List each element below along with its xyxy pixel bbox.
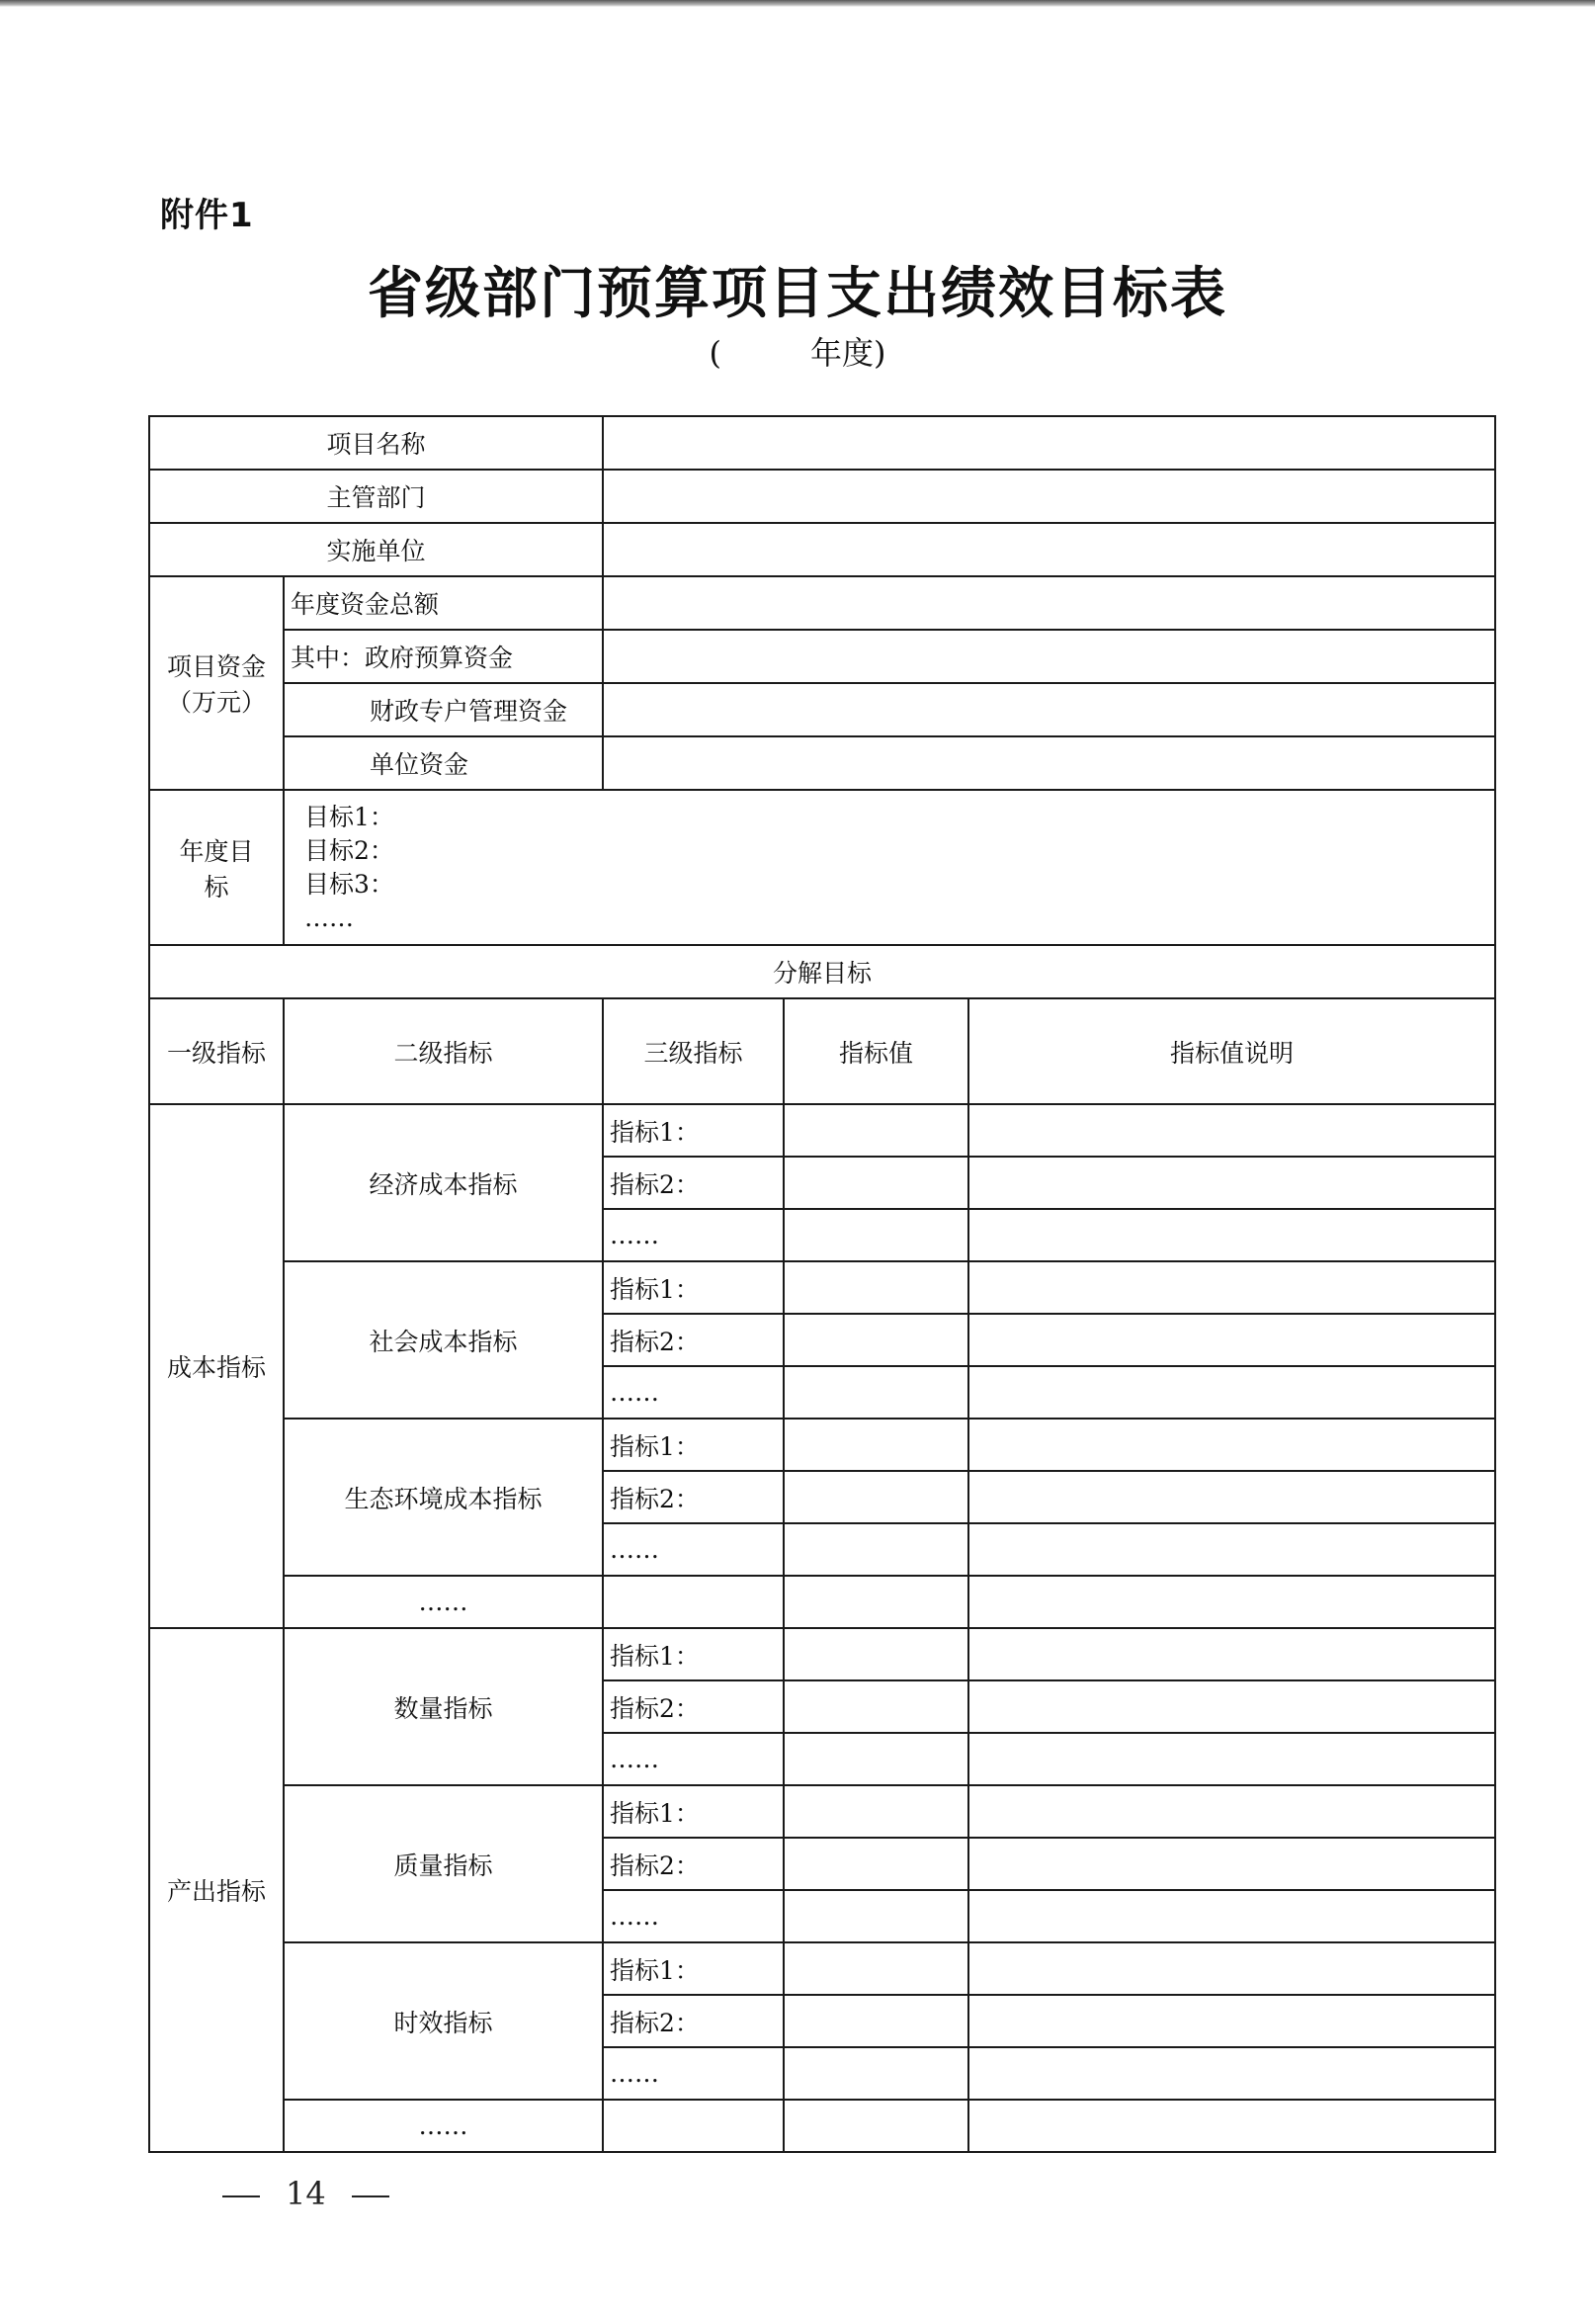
value-cell[interactable]: [784, 1838, 968, 1890]
table-row: [149, 1576, 1495, 1628]
value-desc-cell[interactable]: [968, 1576, 1495, 1628]
table-row: [149, 1628, 1495, 1680]
funds-unit-field[interactable]: [603, 736, 1495, 790]
value-cell[interactable]: [784, 1419, 968, 1471]
level3-cell: 指标2：: [603, 1314, 784, 1366]
value-cell[interactable]: [784, 1628, 968, 1680]
value-desc-cell[interactable]: [968, 1733, 1495, 1785]
level2-more: ……: [284, 2100, 603, 2152]
value-cell[interactable]: [784, 1523, 968, 1576]
value-desc-cell[interactable]: [968, 1942, 1495, 1995]
level3-cell: ……: [603, 1209, 784, 1261]
value-desc-cell[interactable]: [968, 2100, 1495, 2152]
row-annual-goals: [149, 790, 1495, 945]
level1-cost: 成本指标: [149, 1104, 284, 1628]
goal-2: 目标2：: [304, 835, 394, 865]
value-cell[interactable]: [784, 1366, 968, 1419]
row-dept: [149, 470, 1495, 523]
value-cell[interactable]: [784, 1995, 968, 2047]
value-cell[interactable]: [784, 2047, 968, 2100]
value-desc-cell[interactable]: [968, 1890, 1495, 1942]
annual-goals-field[interactable]: [284, 790, 1495, 945]
table-row: [149, 1419, 1495, 1471]
funds-gov-label: 其中：政府预算资金: [284, 630, 603, 683]
value-cell[interactable]: [784, 1104, 968, 1157]
value-cell[interactable]: [784, 1261, 968, 1314]
footer-dash-right: [352, 2195, 389, 2197]
value-desc-cell[interactable]: [968, 1680, 1495, 1733]
level2-cell: 数量指标: [284, 1628, 603, 1785]
level3-cell: ……: [603, 1733, 784, 1785]
goal-1: 目标1：: [304, 802, 394, 831]
row-breakdown-title: [149, 945, 1495, 998]
value-desc-cell[interactable]: [968, 1419, 1495, 1471]
value-desc-cell[interactable]: [968, 1523, 1495, 1576]
level3-cell: 指标2：: [603, 1838, 784, 1890]
year-line: [0, 328, 1595, 374]
unit-label: 实施单位: [149, 523, 603, 576]
header-level3: 三级指标: [603, 998, 784, 1104]
row-funds-unit: [149, 736, 1495, 790]
value-desc-cell[interactable]: [968, 1785, 1495, 1838]
unit-field[interactable]: [603, 523, 1495, 576]
level3-cell: 指标1：: [603, 1261, 784, 1314]
level3-cell: ……: [603, 1523, 784, 1576]
level3-cell: 指标1：: [603, 1785, 784, 1838]
level3-cell[interactable]: [603, 1576, 784, 1628]
project-name-label: 项目名称: [149, 416, 603, 470]
row-project-name: [149, 416, 1495, 470]
level3-cell: 指标2：: [603, 1157, 784, 1209]
funds-total-label: 年度资金总额: [284, 576, 603, 630]
level1-output: 产出指标: [149, 1628, 284, 2152]
table-row: [149, 2100, 1495, 2152]
performance-target-table: [148, 415, 1496, 2153]
row-funds-total: [149, 576, 1495, 630]
row-unit: [149, 523, 1495, 576]
value-cell[interactable]: [784, 1942, 968, 1995]
value-desc-cell[interactable]: [968, 1314, 1495, 1366]
row-funds-special: [149, 683, 1495, 736]
page-title: 省级部门预算项目支出绩效目标表: [368, 261, 1227, 326]
scan-top-edge: [0, 0, 1595, 7]
header-value-desc: 指标值说明: [968, 998, 1495, 1104]
page-number: 14: [286, 2175, 326, 2212]
page-footer: [222, 2175, 389, 2212]
level3-cell[interactable]: [603, 2100, 784, 2152]
year-open-paren: (: [709, 334, 721, 372]
value-desc-cell[interactable]: [968, 1104, 1495, 1157]
dept-label: 主管部门: [149, 470, 603, 523]
value-cell[interactable]: [784, 1576, 968, 1628]
level2-cell: 经济成本指标: [284, 1104, 603, 1261]
level3-cell: 指标2：: [603, 1680, 784, 1733]
row-funds-gov: [149, 630, 1495, 683]
project-name-field[interactable]: [603, 416, 1495, 470]
level3-cell: 指标1：: [603, 1419, 784, 1471]
value-desc-cell[interactable]: [968, 1995, 1495, 2047]
level3-cell: 指标1：: [603, 1104, 784, 1157]
value-cell[interactable]: [784, 1785, 968, 1838]
table-row: [149, 1942, 1495, 1995]
dept-field[interactable]: [603, 470, 1495, 523]
value-desc-cell[interactable]: [968, 1471, 1495, 1523]
level2-cell: 社会成本指标: [284, 1261, 603, 1419]
level3-cell: 指标1：: [603, 1628, 784, 1680]
level2-more: ……: [284, 1576, 603, 1628]
funds-special-label: 财政专户管理资金: [284, 683, 603, 736]
value-desc-cell[interactable]: [968, 1261, 1495, 1314]
breakdown-title: 分解目标: [149, 945, 1495, 998]
level3-cell: ……: [603, 1366, 784, 1419]
value-cell[interactable]: [784, 1733, 968, 1785]
funds-gov-field[interactable]: [603, 630, 1495, 683]
level3-cell: 指标2：: [603, 1471, 784, 1523]
funds-unit-label: 单位资金: [284, 736, 603, 790]
table-row: [149, 1261, 1495, 1314]
value-cell[interactable]: [784, 1314, 968, 1366]
level2-cell: 时效指标: [284, 1942, 603, 2100]
table-row: [149, 1785, 1495, 1838]
annual-goal-label: [149, 790, 284, 945]
header-value: 指标值: [784, 998, 968, 1104]
value-desc-cell[interactable]: [968, 1628, 1495, 1680]
value-cell[interactable]: [784, 2100, 968, 2152]
level3-cell: 指标2：: [603, 1995, 784, 2047]
annual-goal-label-text: 年度目标: [179, 836, 254, 902]
value-desc-cell[interactable]: [968, 1157, 1495, 1209]
funds-total-field[interactable]: [603, 576, 1495, 630]
funds-label: 项目资金（万元）: [149, 576, 284, 790]
value-cell[interactable]: [784, 1209, 968, 1261]
level2-cell: 质量指标: [284, 1785, 603, 1942]
level3-cell: 指标1：: [603, 1942, 784, 1995]
value-cell[interactable]: [784, 1471, 968, 1523]
value-cell[interactable]: [784, 1680, 968, 1733]
level3-cell: ……: [603, 2047, 784, 2100]
goal-more: ……: [304, 903, 354, 932]
value-desc-cell[interactable]: [968, 1366, 1495, 1419]
level2-cell: 生态环境成本指标: [284, 1419, 603, 1576]
header-level1: 一级指标: [149, 998, 284, 1104]
table-row: [149, 1104, 1495, 1157]
value-desc-cell[interactable]: [968, 2047, 1495, 2100]
header-level2: 二级指标: [284, 998, 603, 1104]
value-cell[interactable]: [784, 1890, 968, 1942]
footer-dash-left: [222, 2195, 260, 2197]
value-desc-cell[interactable]: [968, 1209, 1495, 1261]
value-desc-cell[interactable]: [968, 1838, 1495, 1890]
level3-cell: ……: [603, 1890, 784, 1942]
goal-3: 目标3：: [304, 869, 394, 899]
year-label: 年度): [809, 334, 886, 372]
value-cell[interactable]: [784, 1157, 968, 1209]
attachment-label: 附件1: [160, 196, 254, 235]
row-breakdown-headers: [149, 998, 1495, 1104]
funds-special-field[interactable]: [603, 683, 1495, 736]
